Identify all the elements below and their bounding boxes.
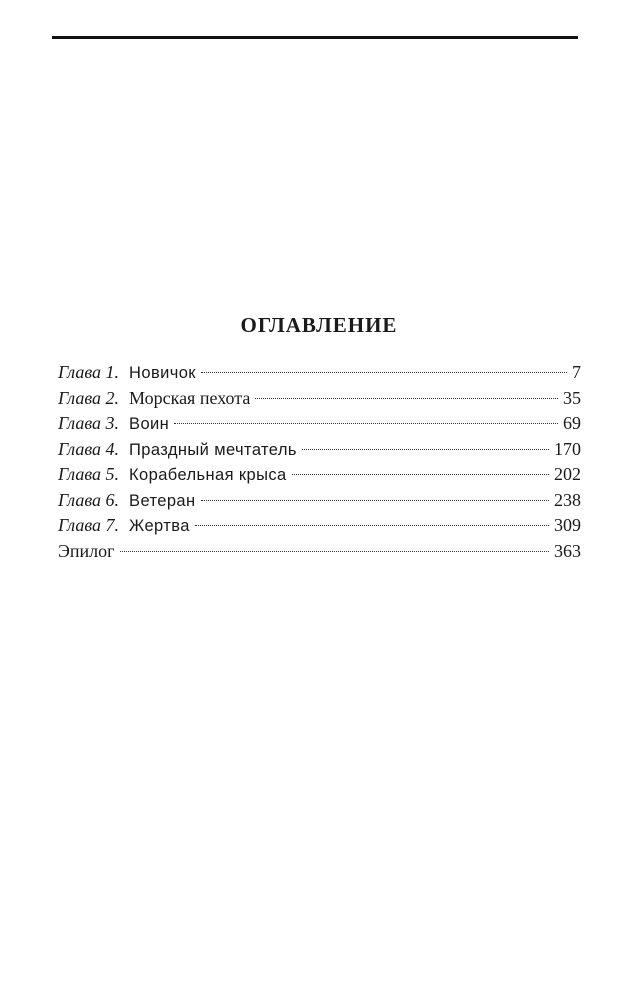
toc-entry-title: Праздный мечтатель (129, 440, 297, 459)
toc-entry-epilogue[interactable] (58, 539, 581, 565)
toc-entry-page: 7 (572, 362, 581, 382)
toc-entry-chapter-4[interactable] (58, 437, 581, 463)
dot-leader (195, 525, 549, 526)
toc-title: ОГЛАВЛЕНИЕ (240, 313, 398, 337)
toc-entry-chapter-3[interactable] (58, 411, 581, 437)
toc-entry-title: Воин (129, 415, 170, 433)
toc-entry-title: Эпилог (58, 540, 115, 561)
toc-entry-chapter-5[interactable] (58, 462, 581, 488)
toc-entry-prefix: Глава 6. (58, 489, 120, 510)
toc-entry-prefix: Глава 3. (58, 413, 120, 433)
toc-entry-prefix: Глава 1. (58, 362, 120, 382)
toc-entry-title: Морская пехота (129, 387, 251, 408)
toc-entry-prefix: Глава 2. (58, 387, 120, 408)
header-rule (52, 36, 578, 39)
toc-entry-page: 35 (563, 387, 581, 408)
dot-leader (201, 372, 567, 373)
toc-list (58, 360, 581, 564)
toc-entry-title: Ветеран (129, 491, 196, 510)
toc-entry-page: 363 (554, 540, 581, 561)
toc-entry-prefix: Глава 5. (58, 464, 120, 484)
toc-entry-title: Жертва (129, 517, 190, 535)
dot-leader (302, 449, 549, 450)
toc-entry-prefix: Глава 4. (58, 438, 120, 459)
dot-leader (201, 500, 550, 501)
toc-entry-page: 238 (554, 489, 581, 510)
toc-entry-chapter-2[interactable] (58, 386, 581, 412)
toc-entry-title: Корабельная крыса (129, 466, 287, 484)
toc-entry-page: 202 (554, 464, 581, 484)
toc-entry-chapter-7[interactable] (58, 513, 581, 539)
toc-entry-chapter-1[interactable] (58, 360, 581, 386)
toc-entry-page: 170 (554, 438, 581, 459)
dot-leader (174, 423, 558, 424)
toc-entry-page: 69 (563, 413, 581, 433)
toc-entry-title: Новичок (129, 364, 196, 382)
dot-leader (120, 551, 549, 552)
dot-leader (292, 474, 549, 475)
dot-leader (255, 398, 558, 399)
toc-entry-chapter-6[interactable] (58, 488, 581, 514)
toc-entry-prefix: Глава 7. (58, 515, 120, 535)
toc-entry-page: 309 (554, 515, 581, 535)
